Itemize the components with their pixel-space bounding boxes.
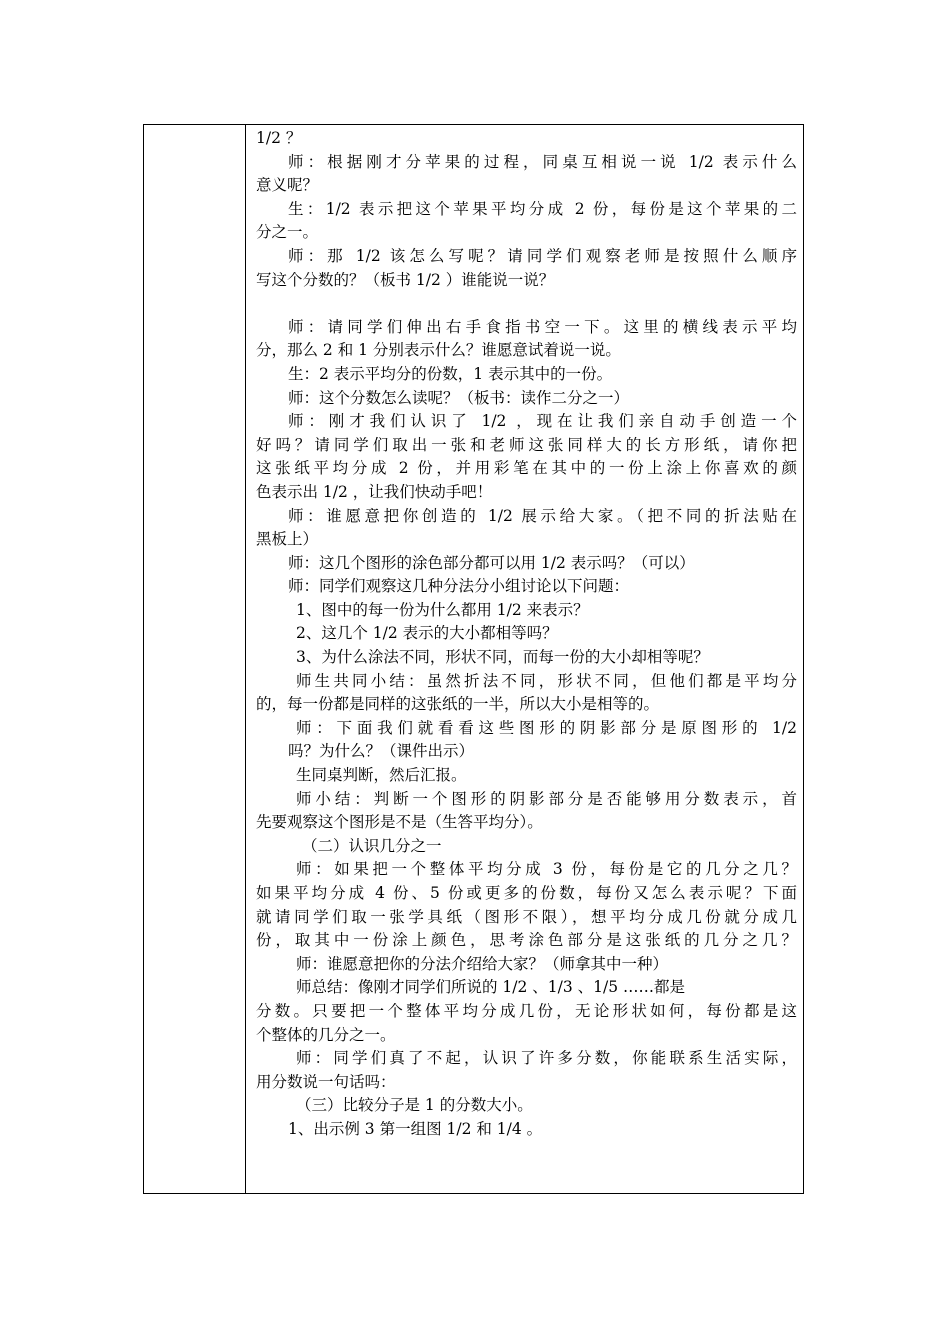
text-line: 师：下面我们就看看这些图形的阴影部分是原图形的 1/2 [296,718,797,737]
text-line: 色表示出 1/2 ，让我们快动手吧！ [256,482,493,501]
text-line: 生：1/2 表示把这个苹果平均分成 2 份，每份是这个苹果的二 [288,199,797,218]
text-line: （二）认识几分之一 [302,836,442,855]
text-line: 分之一。 [256,223,319,242]
text-line: 份，取其中一份涂上颜色，思考涂色部分是这张纸的几分之几？ [256,931,797,950]
text-line: 用分数说一句话吗： [256,1072,396,1091]
text-line: 师：刚才我们认识了 1/2 ，现在让我们亲自动手创造一个 [288,412,797,431]
text-line: 就请同学们取一张学具纸（图形不限），想平均分成几份就分成几 [256,907,797,926]
text-line: 黑板上） [256,530,319,549]
text-line: 师：同学们观察这几种分法分小组讨论以下问题： [288,577,630,596]
text-line: 1、图中的每一份为什么都用 1/2 来表示？ [296,600,589,619]
blank-line [256,292,797,316]
text-line: 2、这几个 1/2 表示的大小都相等吗？ [296,624,558,643]
text-line: 的，每一份都是同样的这张纸的一半，所以大小是相等的。 [256,695,660,714]
text-line: 师：这几个图形的涂色部分都可以用 1/2 表示吗？（可以） [288,553,695,572]
text-line: 先要观察这个图形是不是（生答平均分）。 [256,813,543,832]
text-line: 写这个分数的？（板书 1/2 ）谁能说一说？ [256,270,555,289]
text-line: 分，那么 2 和 1 分别表示什么？谁愿意试着说一说。 [256,341,621,360]
text-line: 3、为什么涂法不同，形状不同，而每一份的大小却相等呢？ [296,648,709,667]
text-line: 师：那 1/2 该怎么写呢？请同学们观察老师是按照什么顺序 [288,246,797,265]
text-line: 师生共同小结：虽然折法不同，形状不同，但他们都是平均分 [296,671,797,690]
text-line: 好吗？请同学们取出一张和老师这张同样大的长方形纸，请你把 [256,435,797,454]
table-content-cell [247,125,803,1193]
table-left-cell [144,125,246,1193]
text-line: 这张纸平均分成 2 份，并用彩笔在其中的一份上涂上你喜欢的颜 [256,459,797,478]
text-line: 师：请同学们伸出右手食指书空一下。这里的横线表示平均 [288,317,797,336]
text-line: 师总结：像刚才同学们所说的 1/2 、1/3 、1/5 ……都是 [296,978,686,997]
text-line: 师：谁愿意把你的分法介绍给大家？（师拿其中一种） [296,954,669,973]
text-line: 1、出示例 3 第一组图 1/2 和 1/4 。 [288,1119,543,1138]
text-line: 师：谁愿意把你创造的 1/2 展示给大家。（把不同的折法贴在 [288,506,797,525]
text-line: 生：2 表示平均分的份数，1 表示其中的一份。 [288,364,613,383]
text-line: 师：如果把一个整体平均分成 3 份，每份是它的几分之几？ [296,860,797,879]
lesson-plan-table [143,124,804,1194]
text-line: 分数。只要把一个整体平均分成几份，无论形状如何，每份都是这 [256,1001,797,1020]
text-line: 师：根据刚才分苹果的过程，同桌互相说一说 1/2 表示什么 [288,152,797,171]
text-line: 生同桌判断，然后汇报。 [296,766,467,785]
text-line: 意义呢？ [256,176,319,195]
text-line: 吗？为什么？（课件出示） [288,742,475,761]
text-line: 师小结：判断一个图形的阴影部分是否能够用分数表示，首 [296,789,797,808]
text-line: 如果平均分成 4 份、5 份或更多的份数，每份又怎么表示呢？下面 [256,884,797,902]
text-line: 师：这个分数怎么读呢？（板书：读作二分之一） [288,388,630,407]
text-line: 1/2 ？ [256,129,302,147]
text-line: 个整体的几分之一。 [256,1025,396,1044]
text-line: （三）比较分子是 1 的分数大小。 [296,1096,533,1115]
text-line: 师：同学们真了不起，认识了许多分数，你能联系生活实际， [296,1049,797,1068]
